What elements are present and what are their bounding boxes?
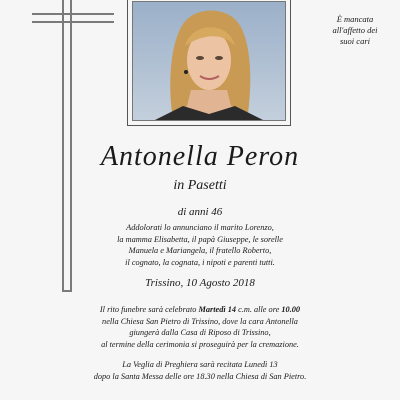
married-name: in Pasetti [173, 178, 227, 193]
vigil-line: dopo la Santa Messa delle ore 18.30 nella Chiesa di San Pietro. [93, 371, 307, 381]
announcement-line: la mamma Elisabetta, il papà Giuseppe, le sorelle [117, 234, 283, 244]
funeral-time: 10.00 [281, 305, 301, 314]
funeral-line: nella Chiesa San Pietro di Trissino, dove la cara Antonella [102, 316, 298, 326]
announcement-line: Addolorati lo annunciano il marito Lorenzo, [126, 223, 274, 232]
funeral-line: al termine della cerimonia si proseguirà per la cremazione. [101, 339, 299, 349]
funeral-text-part: Il rito funebre sarà celebrato [99, 305, 199, 314]
announcement-line: il cognato, la cognata, i nipoti e parenti tutti. [125, 257, 275, 267]
place-date: Trissino, 10 Agosto 2018 [145, 277, 255, 289]
announcement-line: Manuela e Mariangela, il fratello Roberto, [128, 246, 272, 256]
portrait-frame [127, 0, 291, 126]
cross-horizontal-line [32, 13, 114, 15]
announcement-text [0, 222, 400, 268]
cross-base [62, 290, 72, 292]
cross-horizontal-line [32, 21, 114, 23]
side-note-line: all'affetto dei [332, 25, 378, 35]
side-note-line: suoi cari [340, 36, 370, 46]
funeral-text [0, 304, 400, 350]
funeral-line: giungerà dalla Casa di Riposo di Trissino, [129, 328, 271, 338]
portrait-image [133, 2, 285, 120]
funeral-text-part: c.m. alle ore [236, 305, 282, 314]
side-note [320, 14, 390, 47]
deceased-name: Antonella Peron [100, 141, 300, 172]
vigil-line: La Veglia di Preghiera sarà recitata Lunedì 13 [122, 360, 278, 369]
portrait-photo [132, 1, 286, 121]
vigil-text [0, 359, 400, 382]
age-text: di anni 46 [177, 206, 223, 218]
side-note-line: È mancata [336, 14, 374, 24]
funeral-day: Martedì 14 [198, 305, 237, 314]
funeral-line [0, 304, 400, 316]
